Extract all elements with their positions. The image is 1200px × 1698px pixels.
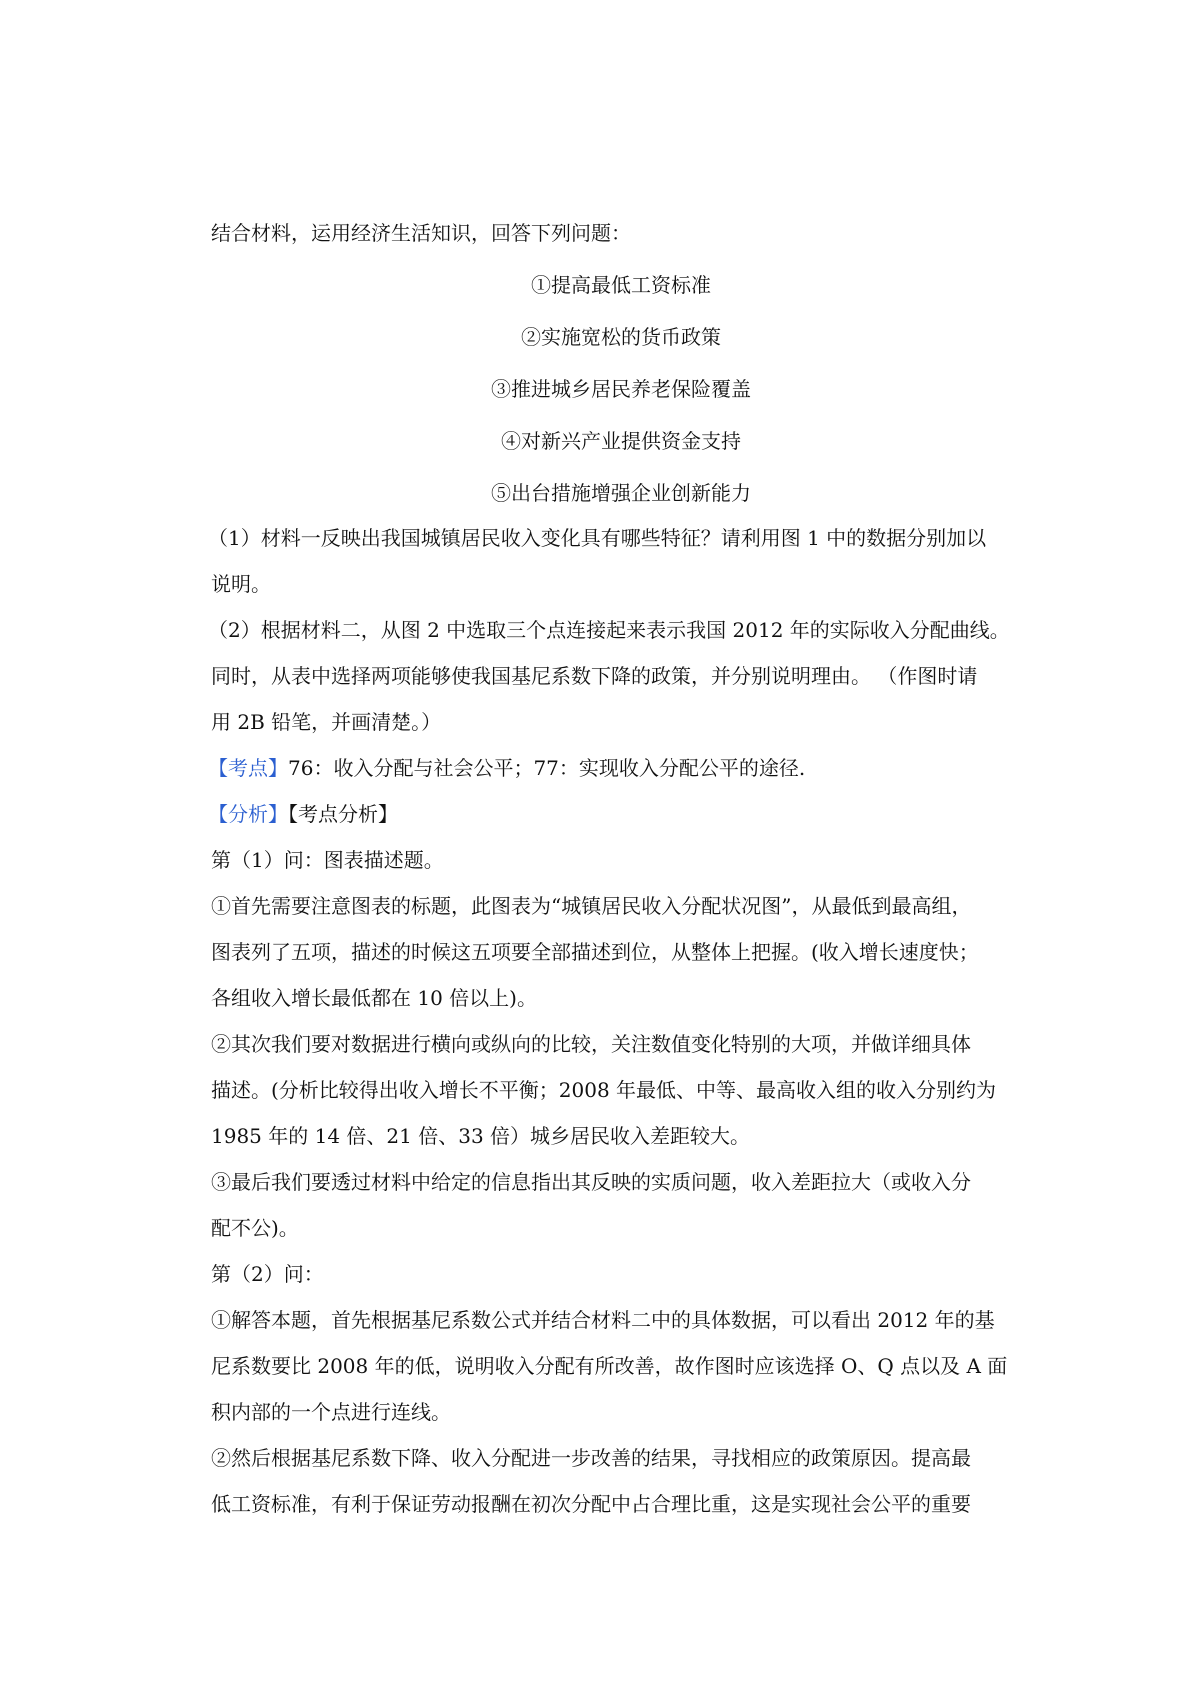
part-1-point-3-line-2: 配不公)。 <box>211 1216 299 1240</box>
part-2-point-2-line-2: 低工资标准，有利于保证劳动报酬在初次分配中占合理比重，这是实现社会公平的重要 <box>211 1492 971 1516</box>
part-1-point-1-line-3: 各组收入增长最低都在 10 倍以上)。 <box>211 986 537 1010</box>
option-3: ③推进城乡居民养老保险覆盖 <box>491 377 751 401</box>
option-1: ①提高最低工资标准 <box>531 273 711 297</box>
question-2-line-3: 用 2B 铅笔，并画清楚。） <box>211 710 442 734</box>
part-2-point-1-line-2: 尼系数要比 2008 年的低，说明收入分配有所改善，故作图时应该选择 O、Q 点以及 A 面 <box>211 1354 1008 1378</box>
question-2-line-1: （2）根据材料二，从图 2 中选取三个点连接起来表示我国 2012 年的实际收入分配曲线。 <box>208 618 1010 642</box>
part-1-point-2-line-3: 1985 年的 14 倍、21 倍、33 倍）城乡居民收入差距较大。 <box>211 1124 751 1148</box>
part-1-point-1-line-2: 图表列了五项，描述的时候这五项要全部描述到位，从整体上把握。(收入增长速度快； <box>211 940 979 964</box>
question-1-line-2: 说明。 <box>211 572 271 596</box>
part-1-point-2-line-1: ②其次我们要对数据进行横向或纵向的比较，关注数值变化特别的大项，并做详细具体 <box>211 1032 971 1056</box>
question-1-line-1: （1）材料一反映出我国城镇居民收入变化具有哪些特征？请利用图 1 中的数据分别加以 <box>208 526 987 550</box>
fenxi-text: 【考点分析】 <box>288 802 398 826</box>
part-1-point-1-line-1: ①首先需要注意图表的标题，此图表为“城镇居民收入分配状况图”，从最低到最高组， <box>211 894 972 918</box>
fenxi-label: 【分析】 <box>208 802 288 826</box>
part-1-point-3-line-1: ③最后我们要透过材料中给定的信息指出其反映的实质问题，收入差距拉大（或收入分 <box>211 1170 971 1194</box>
kaodian-text: 76：收入分配与社会公平；77：实现收入分配公平的途径. <box>288 756 806 780</box>
kaodian-label: 【考点】 <box>208 756 288 780</box>
part-2-heading: 第（2）问： <box>211 1262 324 1286</box>
kaodian-row <box>208 754 1028 782</box>
option-4: ④对新兴产业提供资金支持 <box>501 429 741 453</box>
part-2-point-2-line-1: ②然后根据基尼系数下降、收入分配进一步改善的结果，寻找相应的政策原因。提高最 <box>211 1446 971 1470</box>
part-2-point-1-line-3: 积内部的一个点进行连线。 <box>211 1400 451 1424</box>
option-5: ⑤出台措施增强企业创新能力 <box>491 481 751 505</box>
part-1-point-2-line-2: 描述。(分析比较得出收入增长不平衡；2008 年最低、中等、最高收入组的收入分别约为 <box>211 1078 997 1102</box>
fenxi-row <box>208 800 1028 828</box>
intro-text: 结合材料，运用经济生活知识，回答下列问题： <box>211 221 631 245</box>
part-2-point-1-line-1: ①解答本题，首先根据基尼系数公式并结合材料二中的具体数据，可以看出 2012 年的基 <box>211 1308 995 1332</box>
option-2: ②实施宽松的货币政策 <box>521 325 721 349</box>
part-1-heading: 第（1）问：图表描述题。 <box>211 848 444 872</box>
question-2-line-2: 同时，从表中选择两项能够使我国基尼系数下降的政策，并分别说明理由。 （作图时请 <box>211 664 978 688</box>
